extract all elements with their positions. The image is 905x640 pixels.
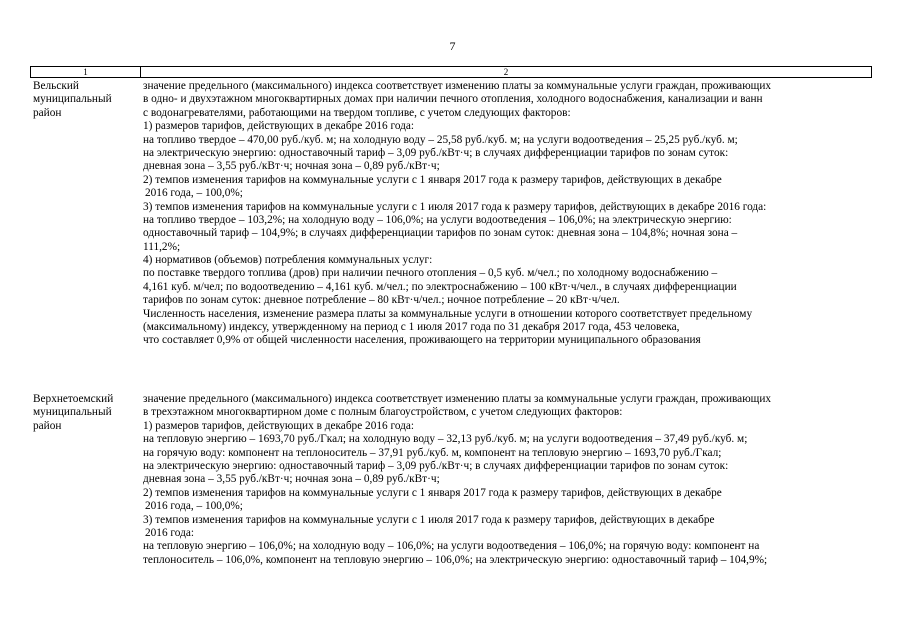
content-line: что составляет 0,9% от общей численности населения, проживающего на территории муниципального образования (143, 334, 701, 347)
content-line: 2016 года, – 100,0%; (145, 187, 243, 200)
column-header-1: 1 (31, 67, 141, 77)
content-line: (максимальному) индексу, утвержденному на период с 1 июля 2017 года по 31 декабря 2017 года, 453 человека, (143, 321, 680, 334)
content-line: теплоноситель – 106,0%, компонент на тепловую энергию – 106,0%; на электрическую энергию: одноставочный тариф – 104,9%; (143, 553, 768, 566)
content-line: 1) размеров тарифов, действующих в декабре 2016 года: (143, 419, 415, 432)
region-name-line: муниципальный (33, 406, 112, 419)
content-line: одноставочный тариф – 104,9%; в случаях дифференциации тарифов по зонам суток: дневная зона – 104,8%; ночная зона – (143, 227, 738, 240)
content-line: дневная зона – 3,55 руб./кВт·ч; ночная зона – 0,89 руб./кВт·ч; (143, 473, 440, 486)
content-line: 4) нормативов (объемов) потребления коммунальных услуг: (143, 254, 433, 267)
content-line: 4,161 куб. м/чел; по водоотведению – 4,161 куб. м/чел.; по электроснабжению – 100 кВт·ч/чел., в случаях дифференциации (143, 280, 737, 293)
content-line: на тепловую энергию – 1693,70 руб./Гкал; на холодную воду – 32,13 руб./куб. м; на услуги водоотведения – 37,49 руб./куб. м; (143, 433, 748, 446)
content-line: Численность населения, изменение размера платы за коммунальные услуги в отношении которого соответствует предельному (143, 307, 753, 320)
row-content-cell (143, 80, 875, 348)
column-header-2: 2 (503, 67, 509, 77)
content-line: значение предельного (максимального) индекса соответствует изменению платы за коммунальные услуги граждан, проживающих (143, 80, 772, 92)
region-name-cell (30, 393, 141, 433)
content-line: по поставке твердого топлива (дров) при наличии печного отопления – 0,5 куб. м/чел.; по холодному водоснабжению – (143, 267, 718, 280)
region-name-line: муниципальный (33, 93, 112, 106)
content-line: в трехэтажном многоквартирном доме с полным благоустройством, с учетом следующих факторов: (143, 406, 623, 419)
row-content-cell (143, 393, 875, 567)
table-header-row (30, 66, 872, 78)
content-line: 2016 года, – 100,0%; (145, 500, 243, 513)
region-name-cell (30, 80, 141, 120)
content-line: на тепловую энергию – 106,0%; на холодную воду – 106,0%; на услуги водоотведения – 106,0%; на горячую воду: компонент на (143, 540, 760, 553)
document-table (30, 66, 872, 566)
region-name-line: район (33, 419, 62, 432)
content-line: дневная зона – 3,55 руб./кВт·ч; ночная зона – 0,89 руб./кВт·ч; (143, 160, 440, 173)
region-name-line: Вельский (33, 80, 79, 92)
content-line: 2) темпов изменения тарифов на коммунальные услуги с 1 января 2017 года к размеру тарифов, действующих в декабре (143, 173, 722, 186)
content-line: 2016 года: (145, 526, 194, 539)
content-line: 3) темпов изменения тарифов на коммунальные услуги с 1 июля 2017 года к размеру тарифов, действующих в декабре (143, 513, 715, 526)
content-line: на электрическую энергию: одноставочный тариф – 3,09 руб./кВт·ч; в случаях дифференциации тарифов по зонам суток: (143, 459, 729, 472)
content-line: 1) размеров тарифов, действующих в декабре 2016 года: (143, 120, 415, 133)
content-line: в одно- и двухэтажном многоквартирных домах при наличии печного отопления, холодного водоснабжения, канализации и ванн (143, 93, 763, 106)
content-line: 3) темпов изменения тарифов на коммунальные услуги с 1 июля 2017 года к размеру тарифов, действующих в декабре 2016 года: (143, 200, 767, 213)
content-line: с водонагревателями, работающими на твердом топливе, с учетом следующих факторов: (143, 106, 571, 119)
region-name-line: Верхнетоемский (33, 393, 114, 405)
content-line: на топливо твердое – 103,2%; на холодную воду – 106,0%; на услуги водоотведения – 106,0%; на электрическую энергию: (143, 213, 732, 226)
page-number: 7 (449, 39, 456, 53)
content-line: на электрическую энергию: одноставочный тариф – 3,09 руб./кВт·ч; в случаях дифференциации тарифов по зонам суток: (143, 146, 729, 159)
region-name-line: район (33, 106, 62, 119)
content-line: 2) темпов изменения тарифов на коммунальные услуги с 1 января 2017 года к размеру тарифов, действующих в декабре (143, 486, 722, 499)
content-line: значение предельного (максимального) индекса соответствует изменению платы за коммунальные услуги граждан, проживающих (143, 393, 772, 405)
content-line: 111,2%; (143, 240, 181, 253)
content-line: тарифов по зонам суток: дневное потребление – 80 кВт·ч/чел.; ночное потребление – 20 кВт·ч/чел. (143, 294, 620, 307)
content-line: на горячую воду: компонент на теплоноситель – 37,91 руб./куб. м, компонент на тепловую энергию – 1693,70 руб./Гкал; (143, 446, 722, 459)
content-line: на топливо твердое – 470,00 руб./куб. м; на холодную воду – 25,58 руб./куб. м; на услуги водоотведения – 25,25 руб./куб. м; (143, 133, 738, 146)
